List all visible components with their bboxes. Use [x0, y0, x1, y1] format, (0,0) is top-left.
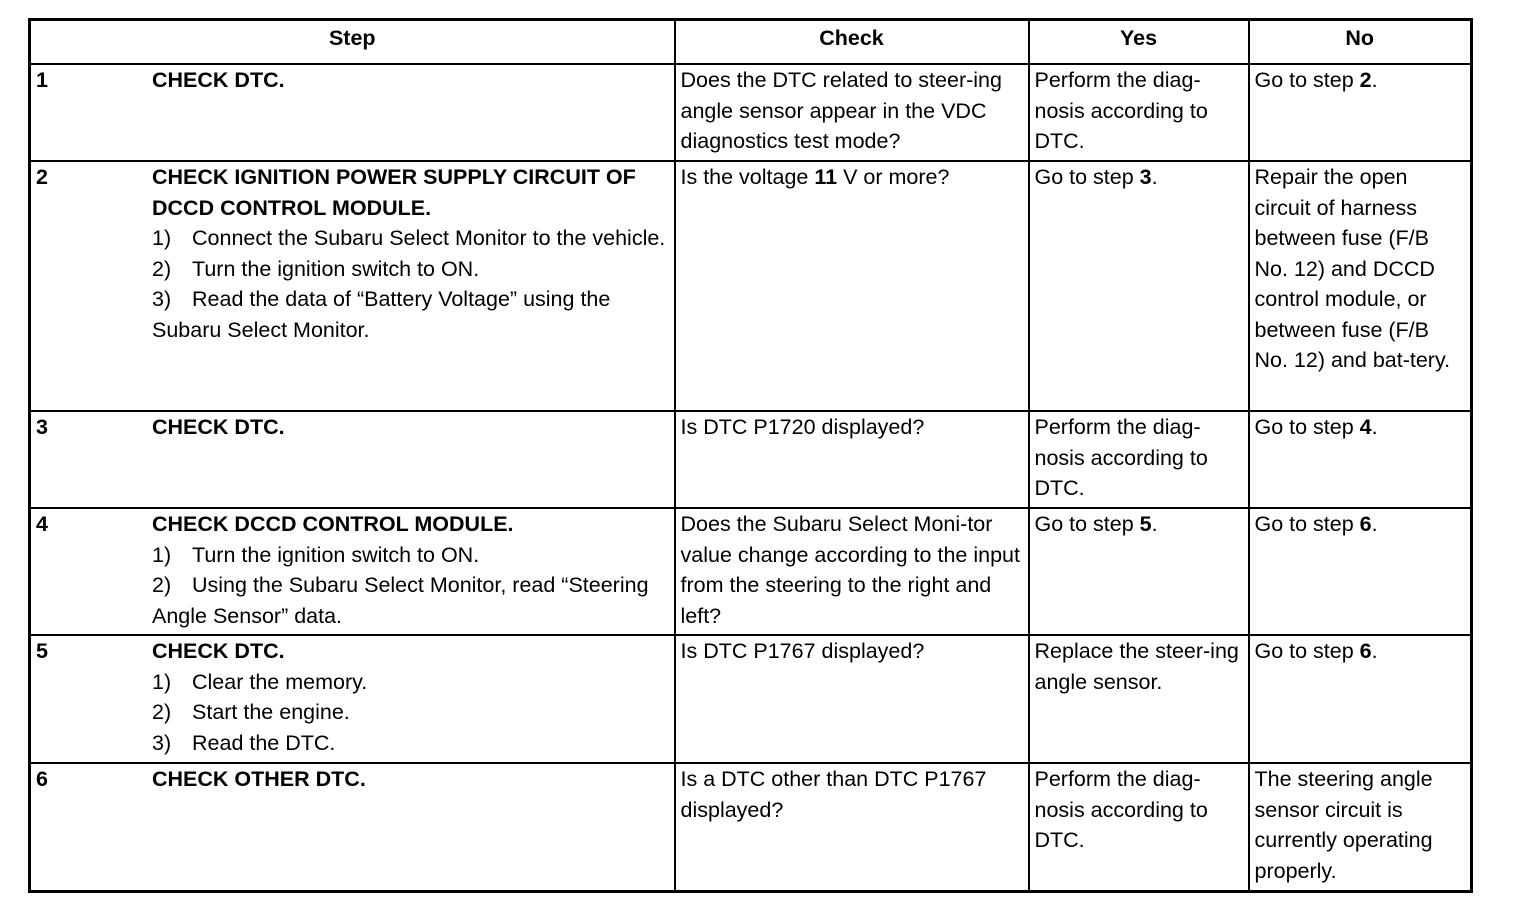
- no-cell: Go to step 4.: [1249, 411, 1472, 508]
- substep: [152, 570, 666, 631]
- step-cell: [30, 64, 675, 161]
- substep-number: 1): [152, 669, 172, 694]
- substep-text: Turn the ignition switch to ON.: [192, 256, 480, 281]
- check-cell: Is a DTC other than DTC P1767 displayed?: [675, 763, 1029, 891]
- substep-number: 2): [152, 256, 172, 281]
- substep-text: Clear the memory.: [192, 669, 368, 694]
- no-cell: Go to step 2.: [1249, 64, 1472, 161]
- header-no: No: [1249, 20, 1472, 65]
- step-title: CHECK OTHER DTC.: [152, 767, 366, 791]
- step-title: CHECK DCCD CONTROL MODULE.: [152, 512, 514, 536]
- step-title: CHECK IGNITION POWER SUPPLY CIRCUIT OF DCCD CONTROL MODULE.: [152, 165, 636, 220]
- header-check: Check: [675, 20, 1029, 65]
- no-cell: Repair the open circuit of harness between fuse (F/B No. 12) and DCCD control module, or between fuse (F/B No. 12) and bat-tery.: [1249, 161, 1472, 411]
- substep-text: Read the DTC.: [192, 730, 336, 755]
- substep-number: 1): [152, 226, 172, 250]
- check-cell: Does the DTC related to steer-ing angle sensor appear in the VDC diagnostics test mode?: [675, 64, 1029, 161]
- table-row: [30, 64, 1472, 161]
- substep-text: Connect the Subaru Select Monitor to the vehicle.: [192, 226, 666, 250]
- yes-cell: Go to step 5.: [1029, 508, 1249, 635]
- yes-cell: Perform the diag-nosis according to DTC.: [1029, 64, 1249, 161]
- substep-text: Read the data of “Battery Voltage” using the Subaru Select Monitor.: [152, 287, 611, 342]
- substep: [152, 728, 666, 759]
- substep-text: Turn the ignition switch to ON.: [192, 542, 480, 567]
- step-body: [152, 509, 666, 631]
- substep-number: 1): [152, 542, 172, 567]
- check-cell: Is DTC P1767 displayed?: [675, 635, 1029, 763]
- check-cell: Is DTC P1720 displayed?: [675, 411, 1029, 508]
- yes-cell: Perform the diag-nosis according to DTC.: [1029, 411, 1249, 508]
- step-number: 3: [36, 415, 48, 439]
- substep: [152, 540, 666, 571]
- step-cell: [30, 411, 675, 508]
- diagnostic-table: [28, 18, 1473, 893]
- substep: [152, 223, 666, 254]
- table-row: [30, 411, 1472, 508]
- step-number: 5: [36, 639, 48, 663]
- check-cell: Is the voltage 11 V or more?: [675, 161, 1029, 411]
- step-title: CHECK DTC.: [152, 639, 285, 663]
- substep-number: 3): [152, 730, 172, 755]
- header-row: [30, 20, 1472, 65]
- substep-text: Start the engine.: [192, 700, 350, 724]
- step-title: CHECK DTC.: [152, 415, 285, 439]
- yes-cell: Perform the diag-nosis according to DTC.: [1029, 763, 1249, 891]
- table-row: [30, 635, 1472, 763]
- substep: [152, 284, 666, 345]
- yes-cell: Go to step 3.: [1029, 161, 1249, 411]
- step-body: [152, 65, 666, 96]
- substep-number: 3): [152, 287, 172, 311]
- step-number: 6: [36, 767, 48, 791]
- yes-cell: Replace the steer-ing angle sensor.: [1029, 635, 1249, 763]
- substep: [152, 697, 666, 728]
- substep: [152, 254, 666, 285]
- no-cell: The steering angle sensor circuit is currently operating properly.: [1249, 763, 1472, 891]
- substep-text: Using the Subaru Select Monitor, read “Steering Angle Sensor” data.: [152, 573, 649, 628]
- step-cell: [30, 635, 675, 763]
- step-cell: [30, 763, 675, 891]
- header-yes: Yes: [1029, 20, 1249, 65]
- no-cell: Go to step 6.: [1249, 508, 1472, 635]
- step-body: [152, 764, 666, 795]
- substep-number: 2): [152, 700, 172, 724]
- check-cell: Does the Subaru Select Moni-tor value change according to the input from the steering to the right and left?: [675, 508, 1029, 635]
- table-row: [30, 763, 1472, 891]
- step-number: 2: [36, 165, 48, 189]
- header-step: Step: [30, 20, 675, 65]
- substep: [152, 667, 666, 698]
- step-body: [152, 162, 666, 345]
- step-cell: [30, 161, 675, 411]
- step-body: [152, 636, 666, 758]
- table-row: [30, 508, 1472, 635]
- step-body: [152, 412, 666, 443]
- step-number: 1: [36, 68, 48, 92]
- substep-number: 2): [152, 573, 172, 597]
- step-number: 4: [36, 512, 48, 536]
- no-cell: Go to step 6.: [1249, 635, 1472, 763]
- table-row: [30, 161, 1472, 411]
- step-cell: [30, 508, 675, 635]
- step-title: CHECK DTC.: [152, 68, 285, 92]
